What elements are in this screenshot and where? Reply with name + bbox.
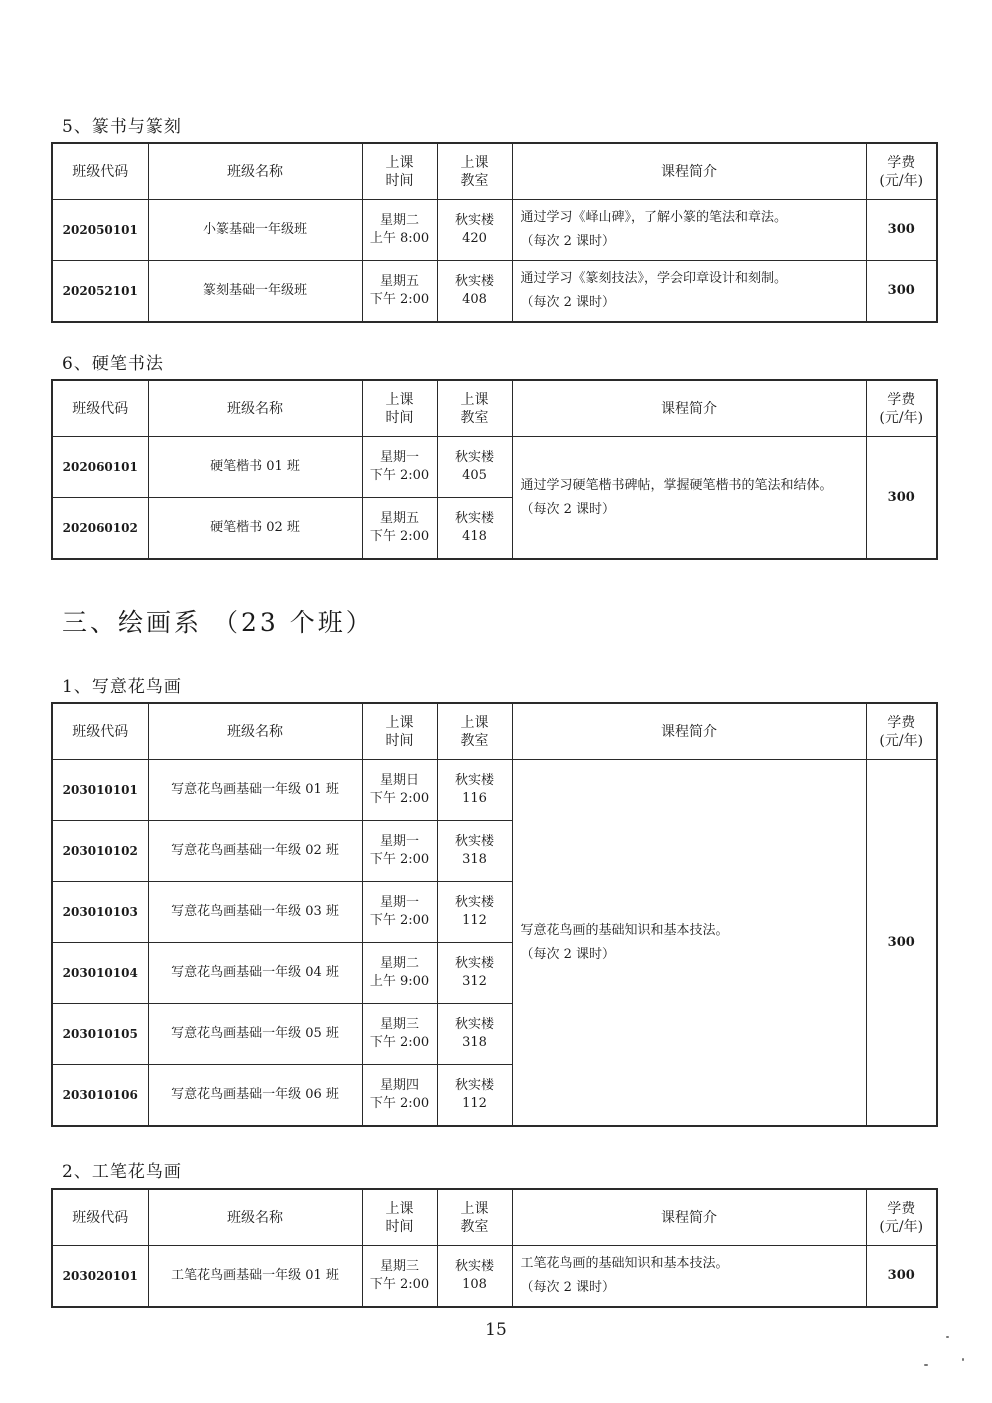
- class-day: 星期一: [379, 834, 419, 849]
- class-room: [437, 498, 512, 560]
- room-building: 秋实楼: [454, 1078, 494, 1093]
- header-name: 班级名称: [148, 380, 362, 437]
- table-header-row: [52, 380, 937, 437]
- class-hour: 下午 2:00: [369, 913, 430, 928]
- header-desc: 课程简介: [512, 1189, 866, 1246]
- course-table-freehand-bird-flower: [51, 702, 938, 1127]
- room-building: 秋实楼: [454, 511, 494, 526]
- class-day: 星期五: [379, 274, 419, 289]
- room-building: 秋实楼: [454, 834, 494, 849]
- table-row: [52, 1246, 937, 1308]
- class-time: [362, 882, 437, 943]
- header-room: 上课 教室: [437, 143, 512, 200]
- class-time: [362, 1246, 437, 1308]
- class-hour: 下午 2:00: [369, 292, 430, 307]
- class-hour: 下午 2:00: [369, 852, 430, 867]
- scan-speck: [962, 1358, 964, 1361]
- class-name: 写意花鸟画基础一年级 05 班: [148, 1004, 362, 1065]
- course-description: [512, 261, 866, 323]
- header-code: 班级代码: [52, 380, 148, 437]
- class-name: 写意花鸟画基础一年级 03 班: [148, 882, 362, 943]
- description-text: 通过学习硬笔楷书碑帖，掌握硬笔楷书的笔法和结体。: [520, 477, 833, 493]
- class-code: 202060101: [52, 437, 148, 498]
- header-fee: 学费 (元/年): [866, 143, 937, 200]
- class-code: 202052101: [52, 261, 148, 323]
- room-number: 318: [462, 1035, 487, 1050]
- room-number: 418: [462, 529, 487, 544]
- class-room: [437, 1004, 512, 1065]
- class-day: 星期一: [379, 450, 419, 465]
- class-room: [437, 261, 512, 323]
- class-code: 203010106: [52, 1065, 148, 1127]
- description-text: 工笔花鸟画的基础知识和基本技法。: [520, 1256, 729, 1271]
- tuition-fee: 300: [866, 760, 937, 1127]
- room-building: 秋实楼: [454, 956, 494, 971]
- table-header-row: [52, 703, 937, 760]
- description-text: 通过学习《峄山碑》，了解小篆的笔法和章法。: [520, 210, 788, 225]
- header-code: 班级代码: [52, 1189, 148, 1246]
- tuition-fee: 300: [866, 1246, 937, 1308]
- class-hour: 下午 2:00: [369, 1277, 430, 1292]
- page-number: 15: [485, 1320, 507, 1340]
- class-hour: 下午 2:00: [369, 529, 430, 544]
- class-code: 203010104: [52, 943, 148, 1004]
- class-time: [362, 760, 437, 821]
- table-row: [52, 261, 937, 323]
- course-description: [512, 760, 866, 1127]
- header-name: 班级名称: [148, 143, 362, 200]
- class-day: 星期三: [379, 1017, 419, 1032]
- table-header-row: [52, 143, 937, 200]
- class-hour: 下午 2:00: [369, 791, 430, 806]
- course-description: [512, 200, 866, 261]
- class-name: 写意花鸟画基础一年级 06 班: [148, 1065, 362, 1127]
- room-number: 108: [462, 1277, 487, 1292]
- class-name: 硬笔楷书 02 班: [148, 498, 362, 560]
- section-title-freehand-bird-flower: 1、写意花鸟画: [62, 677, 182, 697]
- description-hours: （每次 2 课时）: [520, 946, 616, 962]
- class-day: 星期日: [379, 773, 419, 788]
- class-name: 写意花鸟画基础一年级 02 班: [148, 821, 362, 882]
- header-time: 上课 时间: [362, 380, 437, 437]
- header-room: 上课 教室: [437, 703, 512, 760]
- header-code: 班级代码: [52, 703, 148, 760]
- header-desc: 课程简介: [512, 703, 866, 760]
- class-time: [362, 261, 437, 323]
- room-number: 116: [462, 791, 487, 806]
- room-building: 秋实楼: [454, 1017, 494, 1032]
- class-room: [437, 1246, 512, 1308]
- class-room: [437, 943, 512, 1004]
- room-number: 408: [462, 292, 487, 307]
- header-desc: 课程简介: [512, 143, 866, 200]
- scan-speck: [924, 1364, 928, 1366]
- header-fee: 学费 (元/年): [866, 380, 937, 437]
- class-code: 202050101: [52, 200, 148, 261]
- class-room: [437, 1065, 512, 1127]
- room-building: 秋实楼: [454, 213, 494, 228]
- class-code: 202060102: [52, 498, 148, 560]
- tuition-fee: 300: [866, 437, 937, 560]
- class-time: [362, 437, 437, 498]
- class-time: [362, 1065, 437, 1127]
- class-time: [362, 943, 437, 1004]
- header-desc: 课程简介: [512, 380, 866, 437]
- header-name: 班级名称: [148, 703, 362, 760]
- class-room: [437, 200, 512, 261]
- section-title-hard-pen: 6、硬笔书法: [62, 354, 164, 374]
- description-hours: （每次 2 课时）: [520, 501, 616, 517]
- class-day: 星期三: [379, 1259, 419, 1274]
- course-description: [512, 1246, 866, 1308]
- description-hours: （每次 2 课时）: [520, 295, 616, 310]
- course-table-seal-script: [51, 142, 938, 323]
- class-room: [437, 437, 512, 498]
- class-hour: 上午 8:00: [369, 231, 430, 246]
- header-code: 班级代码: [52, 143, 148, 200]
- course-table-hard-pen: [51, 379, 938, 560]
- description-text: 通过学习《篆刻技法》，学会印章设计和刻制。: [520, 271, 788, 286]
- table-row: [52, 437, 937, 498]
- class-time: [362, 200, 437, 261]
- room-number: 405: [462, 468, 487, 483]
- class-day: 星期一: [379, 895, 419, 910]
- class-day: 星期四: [379, 1078, 419, 1093]
- class-room: [437, 760, 512, 821]
- description-text: 写意花鸟画的基础知识和基本技法。: [520, 922, 729, 938]
- room-building: 秋实楼: [454, 895, 494, 910]
- tuition-fee: 300: [866, 261, 937, 323]
- class-day: 星期二: [379, 213, 419, 228]
- scan-speck: [946, 1336, 949, 1338]
- course-table-gongbi-bird-flower: [51, 1188, 938, 1308]
- class-hour: 下午 2:00: [369, 1096, 430, 1111]
- class-name: 小篆基础一年级班: [148, 200, 362, 261]
- class-code: 203010101: [52, 760, 148, 821]
- tuition-fee: 300: [866, 200, 937, 261]
- class-name: 写意花鸟画基础一年级 01 班: [148, 760, 362, 821]
- room-building: 秋实楼: [454, 274, 494, 289]
- class-name: 篆刻基础一年级班: [148, 261, 362, 323]
- table-row: [52, 200, 937, 261]
- description-hours: （每次 2 课时）: [520, 1280, 616, 1295]
- header-time: 上课 时间: [362, 143, 437, 200]
- class-code: 203010105: [52, 1004, 148, 1065]
- class-time: [362, 1004, 437, 1065]
- class-time: [362, 821, 437, 882]
- header-room: 上课 教室: [437, 380, 512, 437]
- header-time: 上课 时间: [362, 1189, 437, 1246]
- room-number: 112: [462, 1096, 487, 1111]
- course-description: [512, 437, 866, 560]
- room-number: 318: [462, 852, 487, 867]
- header-room: 上课 教室: [437, 1189, 512, 1246]
- room-number: 312: [462, 974, 487, 989]
- class-room: [437, 821, 512, 882]
- room-number: 112: [462, 913, 487, 928]
- class-day: 星期二: [379, 956, 419, 971]
- class-day: 星期五: [379, 511, 419, 526]
- class-room: [437, 882, 512, 943]
- description-hours: （每次 2 课时）: [520, 234, 616, 249]
- room-building: 秋实楼: [454, 773, 494, 788]
- header-fee: 学费 (元/年): [866, 1189, 937, 1246]
- header-name: 班级名称: [148, 1189, 362, 1246]
- class-code: 203020101: [52, 1246, 148, 1308]
- class-code: 203010103: [52, 882, 148, 943]
- class-code: 203010102: [52, 821, 148, 882]
- department-title-painting: 三、绘画系 （23 个班）: [62, 608, 374, 637]
- room-building: 秋实楼: [454, 450, 494, 465]
- room-number: 420: [462, 231, 487, 246]
- class-hour: 下午 2:00: [369, 1035, 430, 1050]
- section-title-seal-script: 5、篆书与篆刻: [62, 117, 182, 137]
- section-title-gongbi-bird-flower: 2、工笔花鸟画: [62, 1162, 182, 1182]
- class-name: 工笔花鸟画基础一年级 01 班: [148, 1246, 362, 1308]
- table-row: [52, 760, 937, 821]
- room-building: 秋实楼: [454, 1259, 494, 1274]
- class-time: [362, 498, 437, 560]
- class-name: 写意花鸟画基础一年级 04 班: [148, 943, 362, 1004]
- header-time: 上课 时间: [362, 703, 437, 760]
- class-name: 硬笔楷书 01 班: [148, 437, 362, 498]
- class-hour: 下午 2:00: [369, 468, 430, 483]
- class-hour: 上午 9:00: [369, 974, 430, 989]
- header-fee: 学费 (元/年): [866, 703, 937, 760]
- table-header-row: [52, 1189, 937, 1246]
